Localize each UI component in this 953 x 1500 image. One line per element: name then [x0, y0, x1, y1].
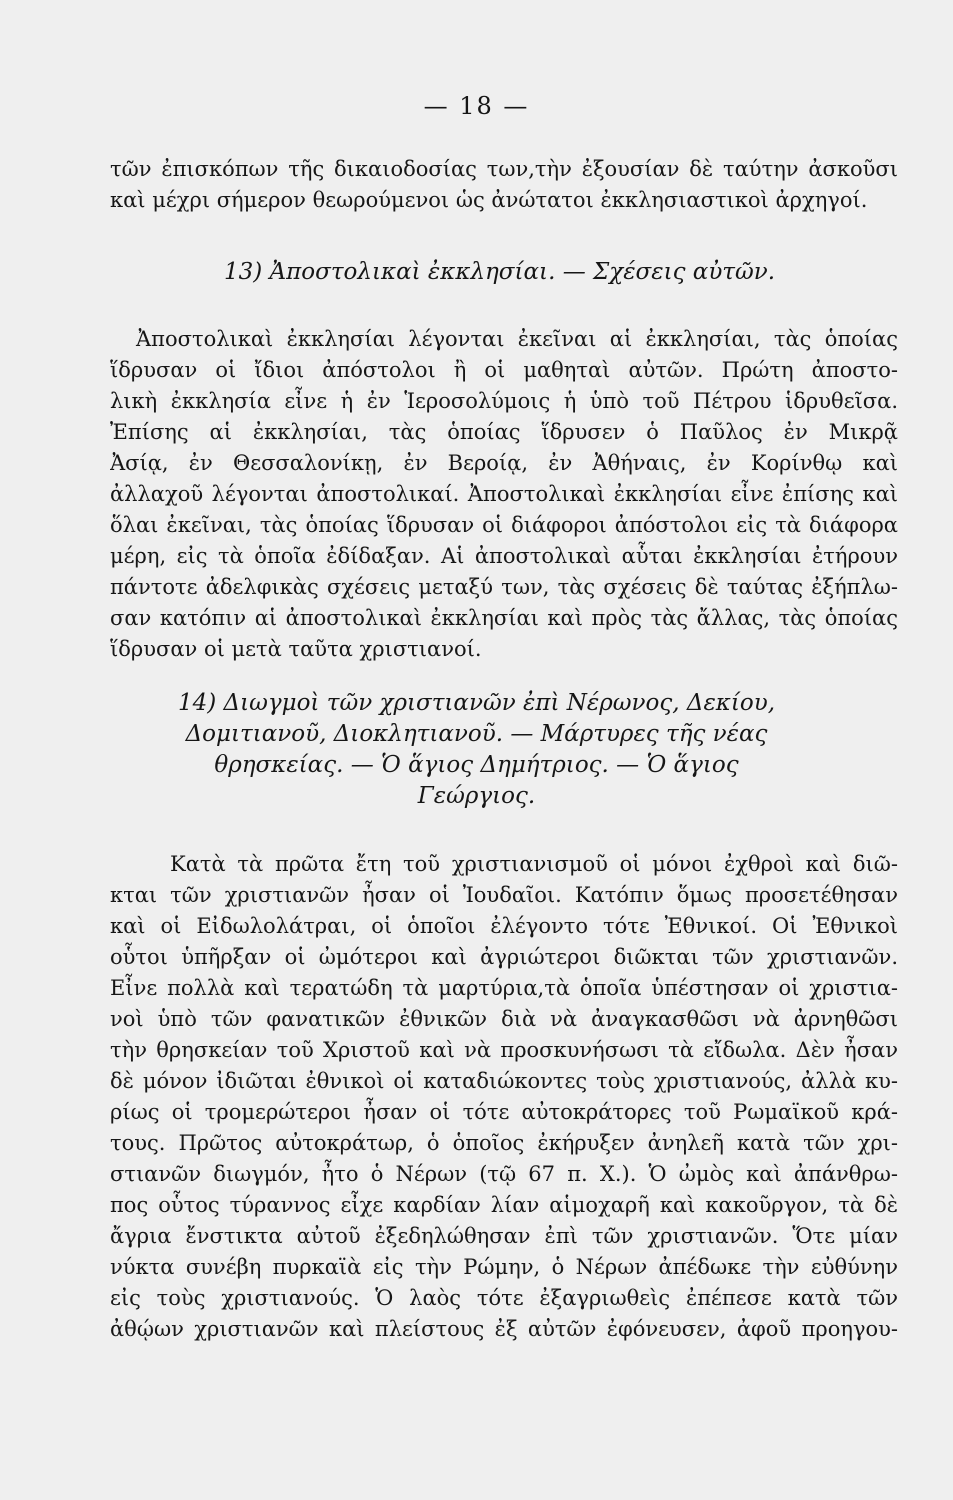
section-13-heading: 13) Ἀποστολικαὶ ἐκκλησίαι. — Σχέσεις αὐτῶν.: [224, 259, 776, 285]
section-14-heading: [0, 688, 953, 812]
text-line: δὲ μόνον ἰδιῶται ἐθνικοὶ οἱ καταδιώκοντες τοὺς χριστιανούς, ἀλλὰ κυ-: [110, 1069, 898, 1093]
text-line: Ἀποστολικαὶ ἐκκλησίαι λέγονται ἐκεῖναι αἱ ἐκκλησίαι, τὰς ὁποίας: [136, 327, 898, 351]
text-line: ὅλαι ἐκεῖναι, τὰς ὁποίας ἵδρυσαν οἱ διάφοροι ἀπόστολοι εἰς τὰ διάφορα: [110, 513, 898, 537]
heading-line: θρησκείας. — Ὁ ἅγιος Δημήτριος. — Ὁ ἅγιος: [214, 752, 739, 778]
text-line: ἄγρια ἔνστικτα αὐτοῦ ἐξεδηλώθησαν ἐπὶ τῶν χριστιανῶν. Ὅτε μίαν: [110, 1224, 898, 1248]
heading-line: Δομιτιανοῦ, Διοκλητιανοῦ. — Μάρτυρες τῆς νέας: [185, 721, 768, 747]
text-line: ἀθῴων χριστιανῶν καὶ πλείστους ἐξ αὐτῶν ἐφόνευσεν, ἀφοῦ προηγου-: [110, 1317, 898, 1341]
text-line: τους. Πρῶτος αὐτοκράτωρ, ὁ ὁποῖος ἐκήρυξεν ἀνηλεῆ κατὰ τῶν χρι-: [110, 1131, 898, 1155]
text-line: πάντοτε ἀδελφικὰς σχέσεις μεταξύ των, τὰς σχέσεις δὲ ταύτας ἐξήπλω-: [110, 575, 898, 599]
text-line: Κατὰ τὰ πρῶτα ἔτη τοῦ χριστιανισμοῦ οἱ μόνοι ἐχθροὶ καὶ διῶ-: [170, 852, 898, 876]
text-line: Εἶνε πολλὰ καὶ τερατώδη τὰ μαρτύρια,τὰ ὁποῖα ὑπέστησαν οἱ χριστια-: [110, 976, 898, 1000]
text-line: ρίως οἱ τρομερώτεροι ἦσαν οἱ τότε αὐτοκράτορες τοῦ Ρωμαϊκοῦ κρά-: [110, 1100, 898, 1124]
text-line: ἵδρυσαν οἱ μετὰ ταῦτα χριστιανοί.: [110, 637, 482, 661]
text-line: Ἐπίσης αἱ ἐκκλησίαι, τὰς ὁποίας ἵδρυσεν ὁ Παῦλος ἐν Μικρᾷ: [110, 420, 898, 444]
heading-line: Γεώργιος.: [417, 783, 536, 809]
text-line: κται τῶν χριστιανῶν ἦσαν οἱ Ἰουδαῖοι. Κατόπιν ὅμως προσετέθησαν: [110, 883, 898, 907]
text-line: λικὴ ἐκκλησία εἶνε ἡ ἐν Ἱεροσολύμοις ἡ ὑπὸ τοῦ Πέτρου ἱδρυθεῖσα.: [110, 389, 898, 413]
text-line: καὶ οἱ Εἰδωλολάτραι, οἱ ὁποῖοι ἐλέγοντο τότε Ἐθνικοί. Οἱ Ἐθνικοὶ: [110, 914, 898, 938]
text-line: σαν κατόπιν αἱ ἀποστολικαὶ ἐκκλησίαι καὶ πρὸς τὰς ἄλλας, τὰς ὁποίας: [110, 606, 898, 630]
text-line: ἵδρυσαν οἱ ἴδιοι ἀπόστολοι ἢ οἱ μαθηταὶ αὐτῶν. Πρώτη ἀποστο-: [110, 358, 898, 382]
text-line: καὶ μέχρι σήμερον θεωρούμενοι ὡς ἀνώτατοι ἐκκλησιαστικοὶ ἀρχηγοί.: [110, 188, 868, 212]
text-line: τὴν θρησκείαν τοῦ Χριστοῦ καὶ νὰ προσκυνήσωσι τὰ εἴδωλα. Δὲν ἦσαν: [110, 1038, 898, 1062]
text-line: μέρη, εἰς τὰ ὁποῖα ἐδίδαξαν. Αἱ ἀποστολικαὶ αὗται ἐκκλησίαι ἐτήρουν: [110, 544, 898, 568]
section-13-paragraph: [110, 324, 898, 665]
page-number: — 18 —: [423, 92, 530, 120]
text-line: νύκτα συνέβη πυρκαϊὰ εἰς τὴν Ρώμην, ὁ Νέρων ἀπέδωκε τὴν εὐθύνην: [110, 1255, 898, 1279]
text-line: στιανῶν διωγμόν, ἦτο ὁ Νέρων (τῷ 67 π. Χ.). Ὁ ὠμὸς καὶ ἀπάνθρω-: [110, 1162, 898, 1186]
heading-line: 14) Διωγμοὶ τῶν χριστιανῶν ἐπὶ Νέρωνος, Δεκίου,: [177, 690, 776, 716]
text-line: ἀλλαχοῦ λέγονται ἀποστολικαί. Ἀποστολικαὶ ἐκκλησίαι εἶνε ἐπίσης καὶ: [110, 482, 898, 506]
text-line: εἰς τοὺς χριστιανούς. Ὁ λαὸς τότε ἐξαγριωθεὶς ἐπέπεσε κατὰ τῶν: [110, 1286, 898, 1310]
paragraph-continuation: [110, 154, 898, 216]
text-line: τῶν ἐπισκόπων τῆς δικαιοδοσίας των,τὴν ἐξουσίαν δὲ ταύτην ἀσκοῦσι: [110, 157, 898, 181]
text-line: Ἀσίᾳ, ἐν Θεσσαλονίκῃ, ἐν Βεροίᾳ, ἐν Ἀθήναις, ἐν Κορίνθῳ καὶ: [110, 451, 898, 475]
text-line: πος οὗτος τύραννος εἶχε καρδίαν λίαν αἱμοχαρῆ καὶ κακοῦργον, τὰ δὲ: [110, 1193, 898, 1217]
text-line: νοὶ ὑπὸ τῶν φανατικῶν ἐθνικῶν διὰ νὰ ἀναγκασθῶσι νὰ ἀρνηθῶσι: [110, 1007, 898, 1031]
section-14-paragraph: [110, 849, 898, 1345]
text-line: οὗτοι ὑπῆρξαν οἱ ὠμότεροι καὶ ἀγριώτεροι διῶκται τῶν χριστιανῶν.: [110, 945, 898, 969]
